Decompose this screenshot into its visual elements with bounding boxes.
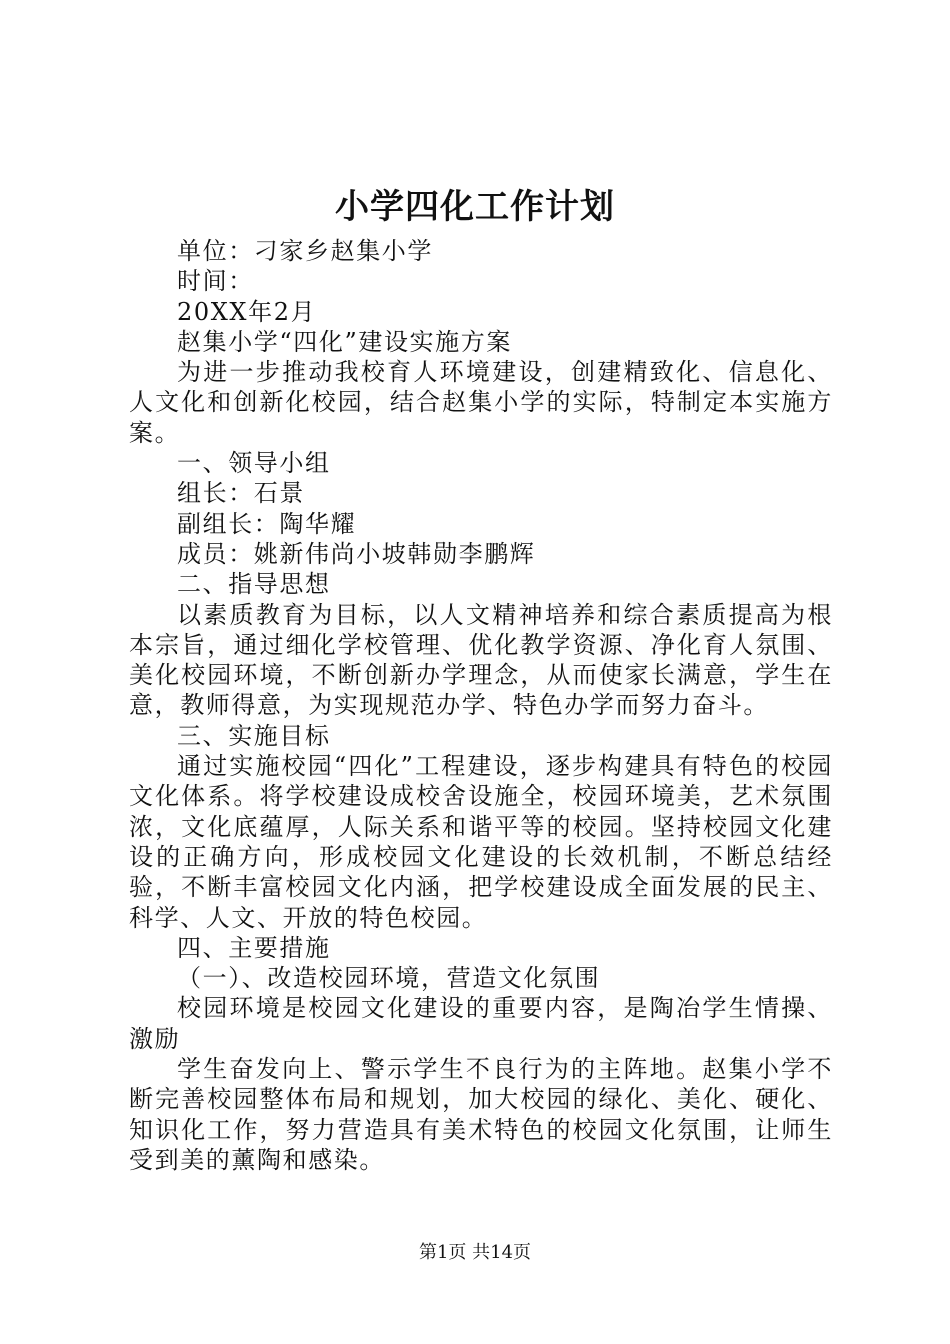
paragraph-plan-title: 赵集小学“四化”建设实施方案 [177, 327, 512, 356]
paragraph-goals: 通过实施校园“四化”工程建设，逐步构建具有特色的校园文化体系。将学校建设成校舍设施全，校园环境美，艺术氛围浓，文化底蕴厚，人际关系和谐平等的校园。坚持校园文化建设的正确方向，形成校园文化建设的长效机制，不断总结经验，不断丰富校园文化内涵，把学校建设成全面发展的民主、科学、人文、开放的特色校园。 [129, 752, 833, 932]
paragraph-deputy-leader: 副组长：陶华耀 [177, 509, 357, 538]
paragraph-leader: 组长：石景 [177, 479, 305, 508]
paragraph-unit: 单位：刁家乡赵集小学 [177, 237, 433, 265]
section-heading-leadership: 一、领导小组 [177, 449, 331, 478]
page-footer: 第1页 共14页 [418, 1242, 532, 1263]
subsection-heading-environment: （一）、改造校园环境，营造文化氛围 [177, 964, 601, 993]
paragraph-intro: 为进一步推动我校育人环境建设，创建精致化、信息化、人文化和创新化校园，结合赵集小学的实际，特制定本实施方案。 [129, 358, 833, 447]
paragraph-members: 成员：姚新伟尚小坡韩勋李鹏辉 [177, 539, 536, 568]
document-body [129, 236, 833, 1175]
paragraph-environment-1: 校园环境是校园文化建设的重要内容，是陶冶学生情操、激励 [129, 994, 833, 1053]
section-heading-measures: 四、主要措施 [177, 933, 331, 962]
section-heading-goals: 三、实施目标 [177, 721, 331, 750]
paragraph-date: 20XX年2月 [177, 297, 317, 326]
paragraph-environment-2: 学生奋发向上、警示学生不良行为的主阵地。赵集小学不断完善校园整体布局和规划，加大校园的绿化、美化、硬化、知识化工作，努力营造具有美术特色的校园文化氛围，让师生受到美的薰陶和感染。 [129, 1055, 833, 1174]
document-title: 小学四化工作计划 [335, 187, 615, 227]
paragraph-guiding-ideology: 以素质教育为目标，以人文精神培养和综合素质提高为根本宗旨，通过细化学校管理、优化教学资源、净化育人氛围、美化校园环境，不断创新办学理念，从而使家长满意，学生在意，教师得意，为实现规范办学、特色办学而努力奋斗。 [129, 600, 833, 720]
paragraph-time-label: 时间： [177, 267, 254, 296]
section-heading-guiding-ideology: 二、指导思想 [177, 570, 331, 599]
